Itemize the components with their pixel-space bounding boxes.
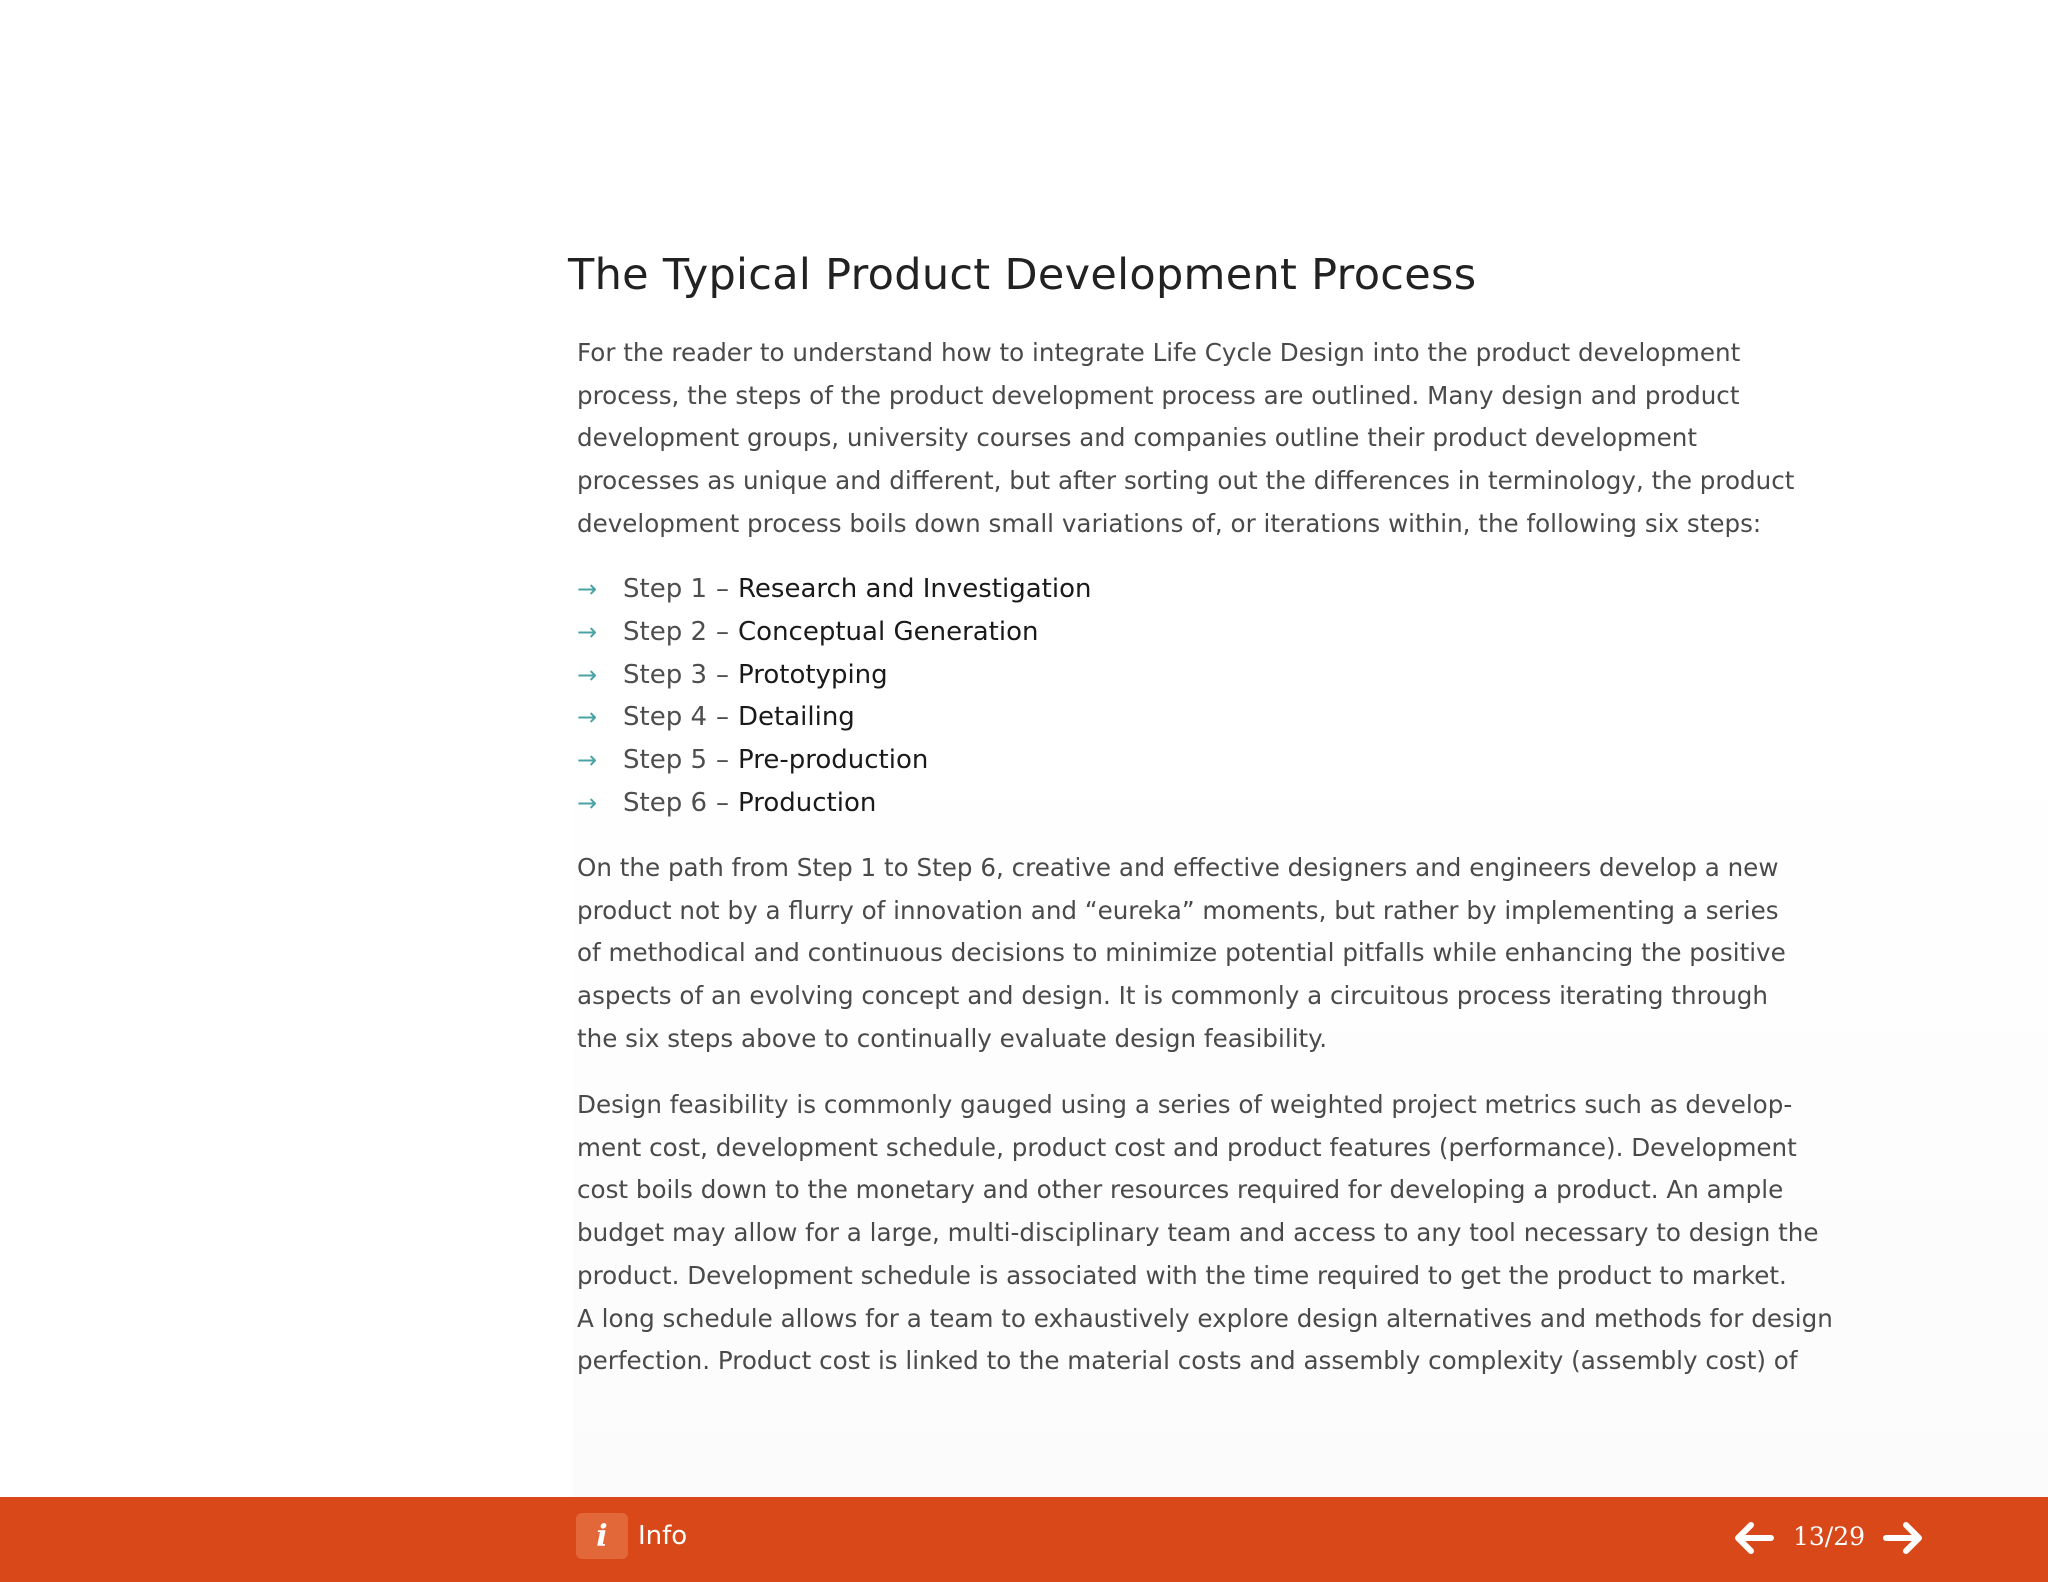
paragraph-line: For the reader to understand how to integrate Life Cycle Design into the product development <box>577 338 1741 367</box>
page-title: The Typical Product Development Process <box>568 250 1477 300</box>
info-label: Info <box>638 1521 688 1551</box>
step-number: Step 4 <box>623 702 708 733</box>
paragraph-line: process, the steps of the product development process are outlined. Many design and product <box>577 380 1740 410</box>
step-separator: – <box>716 659 730 690</box>
step-number: Step 1 <box>623 574 708 605</box>
step-separator: – <box>716 574 730 605</box>
paragraph-line: ment cost, development schedule, product cost and product features (performance). Development <box>577 1132 1797 1162</box>
page-indicator: 13/29 <box>1792 1522 1866 1551</box>
list-item <box>577 653 1091 696</box>
arrow-left-icon <box>1731 1516 1775 1560</box>
step-label: Research and Investigation <box>738 574 1092 605</box>
next-page-button[interactable] <box>1882 1516 1926 1560</box>
step-label: Pre-production <box>738 745 929 776</box>
paragraph-line: perfection. Product cost is linked to the material costs and assembly complexity (assembly cost) of <box>577 1346 1798 1376</box>
path-paragraph <box>577 847 1877 1061</box>
paragraph-line: processes as unique and different, but after sorting out the differences in terminology, the product <box>577 466 1795 496</box>
info-icon: i <box>576 1513 628 1559</box>
feasibility-paragraph <box>577 1084 1877 1383</box>
info-button[interactable] <box>576 1512 687 1560</box>
step-label: Conceptual Generation <box>738 617 1039 648</box>
paragraph-line: cost boils down to the monetary and other resources required for developing a product. An ample <box>577 1175 1784 1205</box>
list-item <box>577 696 1091 739</box>
arrow-right-icon: → <box>577 575 598 604</box>
paragraph-line: development process boils down small variations of, or iterations within, the following six steps: <box>577 508 1762 538</box>
step-number: Step 5 <box>623 745 708 776</box>
step-label: Prototyping <box>738 659 888 690</box>
arrow-right-icon: → <box>577 746 598 775</box>
arrow-right-icon: → <box>577 660 598 689</box>
arrow-right-icon: → <box>577 618 598 647</box>
step-number: Step 2 <box>623 617 708 648</box>
step-separator: – <box>716 745 730 776</box>
footer-bar <box>0 1497 2048 1582</box>
list-item <box>577 739 1091 782</box>
paragraph-line: product not by a flurry of innovation and “eureka” moments, but rather by implementing a series <box>577 895 1779 925</box>
paragraph-line: the six steps above to continually evaluate design feasibility. <box>577 1023 1328 1053</box>
paragraph-line: budget may allow for a large, multi-disciplinary team and access to any tool necessary to design the <box>577 1218 1819 1248</box>
step-number: Step 6 <box>623 787 708 818</box>
list-item <box>577 611 1091 654</box>
paragraph-line: On the path from Step 1 to Step 6, creative and effective designers and engineers develop a new <box>577 853 1779 882</box>
previous-page-button[interactable] <box>1731 1516 1775 1560</box>
arrow-right-icon: → <box>577 788 598 817</box>
arrow-right-icon <box>1882 1516 1926 1560</box>
list-item <box>577 568 1091 611</box>
paragraph-line: Design feasibility is commonly gauged using a series of weighted project metrics such as develop- <box>577 1090 1793 1119</box>
step-label: Production <box>738 787 877 818</box>
list-item <box>577 781 1091 824</box>
paragraph-line: product. Development schedule is associated with the time required to get the product to market. <box>577 1260 1787 1290</box>
paragraph-line: development groups, university courses and companies outline their product development <box>577 423 1697 453</box>
steps-list <box>577 568 1091 824</box>
paragraph-line: of methodical and continuous decisions to minimize potential pitfalls while enhancing the positive <box>577 938 1786 968</box>
step-separator: – <box>716 617 730 648</box>
step-separator: – <box>716 787 730 818</box>
step-number: Step 3 <box>623 659 708 690</box>
arrow-right-icon: → <box>577 703 598 732</box>
paragraph-line: aspects of an evolving concept and design. It is commonly a circuitous process iterating through <box>577 981 1768 1011</box>
paragraph-line: A long schedule allows for a team to exhaustively explore design alternatives and methods for design <box>577 1303 1833 1333</box>
step-separator: – <box>716 702 730 733</box>
step-label: Detailing <box>738 702 855 733</box>
intro-paragraph <box>577 332 1877 546</box>
